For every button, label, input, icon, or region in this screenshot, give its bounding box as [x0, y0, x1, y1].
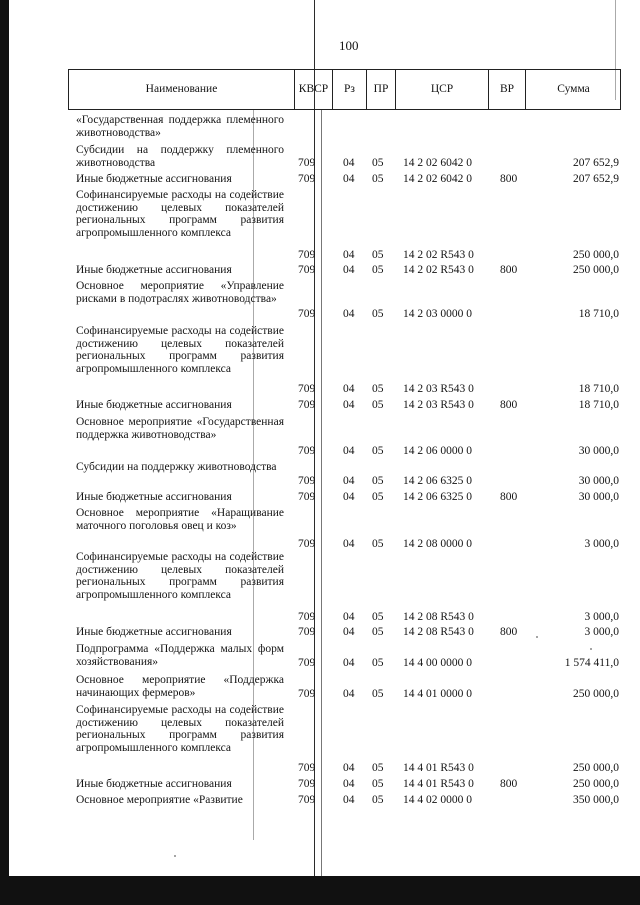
row-pr: 05 — [372, 794, 384, 806]
row-kvsr: 709 — [298, 383, 316, 395]
row-kvsr: 709 — [298, 399, 316, 411]
row-csr: 14 2 02 R543 0 — [403, 264, 474, 276]
row-csr: 14 4 01 0000 0 — [403, 688, 472, 700]
row-sum: 18 710,0 — [578, 383, 619, 395]
row-name: Иные бюджетные ассигнования — [76, 778, 232, 790]
header-sum: Сумма — [557, 83, 590, 95]
row-pr: 05 — [372, 626, 384, 638]
row-rz: 04 — [343, 794, 355, 806]
row-kvsr: 709 — [298, 157, 316, 169]
row-rz: 04 — [343, 475, 355, 487]
row-kvsr: 709 — [298, 173, 316, 185]
row-rz: 04 — [343, 626, 355, 638]
table-row — [76, 643, 622, 669]
row-vr: 800 — [500, 626, 518, 638]
table-row — [76, 794, 622, 807]
row-sum: 30 000,0 — [578, 445, 619, 457]
row-name: Софинансируемые расходы на содействие достижению целевых показателей региональных программ развития агропромышленного комплекса — [76, 325, 284, 375]
row-kvsr: 709 — [298, 538, 316, 550]
row-rz: 04 — [343, 657, 355, 669]
table-row — [76, 173, 622, 186]
row-sum: 250 000,0 — [573, 762, 619, 774]
row-sum: 207 652,9 — [573, 173, 619, 185]
row-vr: 800 — [500, 399, 518, 411]
table-row — [76, 264, 622, 277]
table-row — [76, 416, 622, 456]
row-kvsr: 709 — [298, 475, 316, 487]
header-rz: Рз — [344, 83, 355, 95]
row-csr: 14 2 03 R543 0 — [403, 383, 474, 395]
row-rz: 04 — [343, 445, 355, 457]
row-sum: 250 000,0 — [573, 249, 619, 261]
row-pr: 05 — [372, 157, 384, 169]
row-csr: 14 4 02 0000 0 — [403, 794, 472, 806]
row-sum: 350 000,0 — [573, 794, 619, 806]
row-kvsr: 709 — [298, 626, 316, 638]
row-csr: 14 2 06 0000 0 — [403, 445, 472, 457]
row-name: Софинансируемые расходы на содействие достижению целевых показателей региональных программ развития агропромышленного комплекса — [76, 189, 284, 239]
row-sum: 18 710,0 — [578, 399, 619, 411]
row-vr: 800 — [500, 264, 518, 276]
row-vr: 800 — [500, 491, 518, 503]
table-row — [76, 674, 622, 700]
row-rz: 04 — [343, 688, 355, 700]
header-name: Наименование — [145, 83, 218, 95]
row-pr: 05 — [372, 538, 384, 550]
row-rz: 04 — [343, 399, 355, 411]
row-pr: 05 — [372, 399, 384, 411]
table-row — [76, 325, 622, 398]
row-name: Субсидии на поддержку животноводства — [76, 461, 277, 473]
row-rz: 04 — [343, 264, 355, 276]
row-csr: 14 2 06 6325 0 — [403, 475, 472, 487]
row-sum: 1 574 411,0 — [564, 657, 619, 669]
table-row — [76, 507, 622, 552]
row-rz: 04 — [343, 173, 355, 185]
row-kvsr: 709 — [298, 445, 316, 457]
row-name: Подпрограмма «Поддержка малых форм хозяйствования» — [76, 643, 284, 668]
row-rz: 04 — [343, 249, 355, 261]
row-name: Софинансируемые расходы на содействие достижению целевых показателей региональных программ развития агропромышленного комплекса — [76, 551, 284, 601]
row-name: Основное мероприятие «Наращивание маточного поголовья овец и коз» — [76, 507, 284, 532]
table-row — [76, 280, 622, 318]
row-pr: 05 — [372, 249, 384, 261]
row-kvsr: 709 — [298, 249, 316, 261]
row-kvsr: 709 — [298, 491, 316, 503]
table-row — [76, 704, 622, 777]
row-csr: 14 2 08 R543 0 — [403, 626, 474, 638]
row-csr: 14 4 01 R543 0 — [403, 762, 474, 774]
row-sum: 30 000,0 — [578, 491, 619, 503]
row-name: Основное мероприятие «Управление рисками в подотраслях животноводства» — [76, 280, 284, 305]
row-kvsr: 709 — [298, 657, 316, 669]
row-name: Софинансируемые расходы на содействие достижению целевых показателей региональных программ развития агропромышленного комплекса — [76, 704, 284, 754]
row-pr: 05 — [372, 762, 384, 774]
row-rz: 04 — [343, 778, 355, 790]
page-number: 100 — [339, 38, 359, 53]
row-kvsr: 709 — [298, 264, 316, 276]
row-rz: 04 — [343, 611, 355, 623]
row-name: «Государственная поддержка племенного животноводства» — [76, 114, 284, 139]
row-pr: 05 — [372, 264, 384, 276]
header-pr: ПР — [373, 83, 389, 95]
row-rz: 04 — [343, 308, 355, 320]
row-name: Основное мероприятие «Государственная поддержка животноводства» — [76, 416, 284, 441]
row-rz: 04 — [343, 383, 355, 395]
table-header — [68, 69, 621, 110]
row-sum: 3 000,0 — [584, 538, 619, 550]
row-vr: 800 — [500, 778, 518, 790]
row-pr: 05 — [372, 611, 384, 623]
row-csr: 14 4 01 R543 0 — [403, 778, 474, 790]
table-row — [76, 551, 622, 623]
header-csr: ЦСР — [430, 83, 454, 95]
row-csr: 14 2 06 6325 0 — [403, 491, 472, 503]
row-name: Основное мероприятие «Развитие — [76, 794, 243, 806]
row-sum: 30 000,0 — [578, 475, 619, 487]
row-kvsr: 709 — [298, 611, 316, 623]
scan-left-edge — [0, 0, 9, 905]
row-pr: 05 — [372, 778, 384, 790]
row-kvsr: 709 — [298, 762, 316, 774]
row-csr: 14 2 08 0000 0 — [403, 538, 472, 550]
row-sum: 3 000,0 — [584, 611, 619, 623]
row-name: Основное мероприятие «Поддержка начинающих фермеров» — [76, 674, 284, 699]
scan-speck-3 — [174, 855, 176, 857]
table-row — [76, 461, 622, 487]
row-name: Иные бюджетные ассигнования — [76, 399, 232, 411]
row-pr: 05 — [372, 445, 384, 457]
row-csr: 14 2 03 R543 0 — [403, 399, 474, 411]
row-vr: 800 — [500, 173, 518, 185]
row-csr: 14 2 08 R543 0 — [403, 611, 474, 623]
row-kvsr: 709 — [298, 778, 316, 790]
header-vr: ВР — [499, 83, 515, 95]
scan-bottom-edge — [0, 876, 640, 905]
row-rz: 04 — [343, 157, 355, 169]
row-pr: 05 — [372, 173, 384, 185]
row-name: Иные бюджетные ассигнования — [76, 173, 232, 185]
row-csr: 14 4 00 0000 0 — [403, 657, 472, 669]
row-name: Иные бюджетные ассигнования — [76, 626, 232, 638]
row-kvsr: 709 — [298, 308, 316, 320]
table-row — [76, 189, 622, 262]
row-csr: 14 2 02 6042 0 — [403, 157, 472, 169]
row-sum: 207 652,9 — [573, 157, 619, 169]
row-sum: 250 000,0 — [573, 264, 619, 276]
row-pr: 05 — [372, 475, 384, 487]
header-kvsr: КВСР — [298, 83, 329, 95]
table-row — [76, 626, 622, 639]
row-sum: 250 000,0 — [573, 778, 619, 790]
row-csr: 14 2 02 6042 0 — [403, 173, 472, 185]
row-sum: 250 000,0 — [573, 688, 619, 700]
table-row — [76, 399, 622, 412]
row-name: Иные бюджетные ассигнования — [76, 491, 232, 503]
row-pr: 05 — [372, 688, 384, 700]
row-name: Иные бюджетные ассигнования — [76, 264, 232, 276]
row-name: Субсидии на поддержку племенного животноводства — [76, 144, 284, 169]
row-rz: 04 — [343, 491, 355, 503]
row-kvsr: 709 — [298, 794, 316, 806]
row-sum: 3 000,0 — [584, 626, 619, 638]
table-row — [76, 144, 622, 170]
row-pr: 05 — [372, 308, 384, 320]
row-pr: 05 — [372, 491, 384, 503]
table-row — [76, 114, 622, 140]
row-csr: 14 2 02 R543 0 — [403, 249, 474, 261]
row-kvsr: 709 — [298, 688, 316, 700]
row-pr: 05 — [372, 657, 384, 669]
table-row — [76, 778, 622, 791]
row-rz: 04 — [343, 538, 355, 550]
table-row — [76, 491, 622, 504]
row-pr: 05 — [372, 383, 384, 395]
row-sum: 18 710,0 — [578, 308, 619, 320]
row-rz: 04 — [343, 762, 355, 774]
row-csr: 14 2 03 0000 0 — [403, 308, 472, 320]
